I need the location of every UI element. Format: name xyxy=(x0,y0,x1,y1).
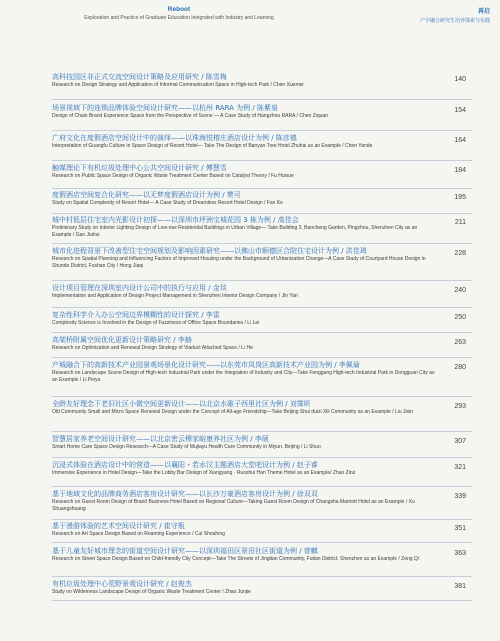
chinese-subtitle: 产学融合研究生培养探索与实践 xyxy=(419,18,490,24)
entry-title-zh: 沉浸式体验在酒店设计中的营造——以襄阳・若水汉主题酒店大堂吧设计为例 / 赵子睿 xyxy=(52,461,318,469)
entry-page-number: 381 xyxy=(454,583,466,590)
toc-entry[interactable] xyxy=(52,247,472,281)
entry-title-zh: 基于地域文化的品牌商务酒店客房设计研究——以长沙万豪酒店客房设计为例 / 徐双双 xyxy=(52,490,318,498)
entry-title-zh: 高架桥附属空间优化更新设计策略研究 / 李赫 xyxy=(52,336,192,344)
entry-title-en: Research on Art Space Design Based on Roaming Experience / Cui Shouhing xyxy=(52,531,225,537)
entry-title-en: Implementation and Application of Design Project Management in Shenzhen Interior Design Company / Jin Yan xyxy=(52,293,298,299)
entry-page-number: 339 xyxy=(454,493,466,500)
entry-page-number: 154 xyxy=(454,107,466,114)
entry-title-en: Immersive Experience in Hotel Design—Take the Lobby Bar Design of Xiangyang · Ruoshui Han Theme Hotel as an Example/ Zhao Zirui xyxy=(52,470,356,476)
book-subtitle: Exploration and Practice of Graduate Education Integrated with Industry and Learning xyxy=(84,15,274,21)
entry-title-zh: 有机垃圾处理中心荒野景观设计研究 / 赵俊杰 xyxy=(52,580,192,588)
entry-page-number: 184 xyxy=(454,167,466,174)
entry-page-number: 351 xyxy=(454,525,466,532)
entry-title-zh: 设计项目管理在深圳室内设计公司中的执行与应用 / 金琰 xyxy=(52,284,227,292)
entry-page-number: 164 xyxy=(454,137,466,144)
entry-title-en: Research on Landscape Scene Design of High-tech Industrial Park under the Integration of Industry and City—Take Fenggang High-tech Industrial Park in Dongguan City as an Example / Li Peiyu xyxy=(52,370,435,383)
toc-entry[interactable] xyxy=(52,216,472,244)
entry-title-zh: 产城融合下的高新技术产业园景观场景化设计研究——以东莞市凤岗区高新技术产业园为例 / 李佩瑜 xyxy=(52,361,360,369)
toc-entry[interactable] xyxy=(52,134,472,161)
toc-entry[interactable] xyxy=(52,580,472,601)
entry-page-number: 280 xyxy=(454,364,466,371)
toc-entry[interactable] xyxy=(52,284,472,308)
toc-entry[interactable] xyxy=(52,361,472,397)
toc-entry[interactable] xyxy=(52,400,472,432)
toc-entry[interactable] xyxy=(52,461,472,487)
toc-entry[interactable] xyxy=(52,73,472,100)
entry-title-zh: 城中村低层住宅室内光影设计初探——以深圳市坪洲宝城花园 3 栋为例 / 高佳会 xyxy=(52,216,299,224)
entry-title-en: Research on Guest Room Design of Brand Business Hotel Based on Regional Culture—Taking Guest Room Design of Changsha Marriott Hotel as an Example / Xu Shuangshuang xyxy=(52,499,415,512)
entry-page-number: 263 xyxy=(454,339,466,346)
entry-title-en: Preliminary Study on Interior Lighting Design of Low-rise Residential Buildings in Urban Village— Take Building 3, Baocheng Garden, Pingzhou, Shenzhen City as an Example / Gao Jiahui xyxy=(52,225,418,238)
toc-entry[interactable] xyxy=(52,164,472,189)
toc-entry[interactable] xyxy=(52,435,472,458)
entry-title-zh: 基于漫游体验的艺术空间设计研究 / 崔守瓶 xyxy=(52,522,185,530)
entry-page-number: 321 xyxy=(454,464,466,471)
entry-page-number: 293 xyxy=(454,403,466,410)
entry-page-number: 363 xyxy=(454,550,466,557)
entry-title-zh: 智慧居家养老空间设计研究——以北京密云穆家峪康养社区为例 / 李硕 xyxy=(52,435,269,443)
entry-page-number: 240 xyxy=(454,287,466,294)
entry-page-number: 250 xyxy=(454,314,466,321)
entry-title-en: Research on Public Space Design of Organic Waste Treatment Center Based on Catalyst Theory / Fu Huixue xyxy=(52,173,294,179)
entry-title-zh: 复杂性科学介入办公空间边界模糊性的设计探究 / 李雷 xyxy=(52,311,220,319)
entry-title-en: Research on Optimization and Renewal Design Strategy of Viaduct Attached Space / Li He xyxy=(52,345,253,351)
entry-title-zh: 场景视域下的连锁品牌体验空间设计研究——以杭州 RARA 为例 / 陈紫泉 xyxy=(52,104,278,112)
entry-page-number: 140 xyxy=(454,76,466,83)
entry-title-zh: 全龄友好理念下老旧社区小微空间更新设计——以北京水碓子西里社区为例 / 刘霁昕 xyxy=(52,400,311,408)
entry-title-en: Complexity Science is Involved in the Design of Fuzziness of Office Space Boundaries / Li Lei xyxy=(52,320,260,326)
entry-title-zh: 广府文化在度假酒店空间设计中的演绎——以珠海悦榕庄酒店设计为例 / 陈彦德 xyxy=(52,134,297,142)
entry-title-en: Interpretation of Guangfu Culture in Space Design of Resort Hotel— Take The Design of Banyan Tree Hotel Zhuhai as an Example / Chen Yande xyxy=(52,143,373,149)
toc-entry[interactable] xyxy=(52,336,472,358)
toc-entry[interactable] xyxy=(52,104,472,131)
page-header-right xyxy=(420,6,490,24)
chinese-title: 再启 xyxy=(477,8,490,15)
entry-page-number: 228 xyxy=(454,250,466,257)
entry-title-zh: 触媒理论下有机垃圾处理中心公共空间设计研究 / 傅慧雪 xyxy=(52,164,227,172)
entry-title-en: Study on Wilderness Landscape Design of Organic Waste Treatment Center / Zhao Junjie xyxy=(52,589,251,595)
entry-title-en: Research on Design Strategy and Application of Informal Communication Space in High-tech Park / Chen Xuemei xyxy=(52,82,304,88)
book-title: Reboot xyxy=(167,6,191,13)
toc-entry[interactable] xyxy=(52,311,472,333)
entry-page-number: 307 xyxy=(454,438,466,445)
entry-title-zh: 城市化进程背景下改善型住宅空间规划及影响因素研究——以佛山市顺德区合院住宅设计为例 / 洪佳琦 xyxy=(52,247,367,255)
entry-page-number: 195 xyxy=(454,194,466,201)
page-header xyxy=(34,6,324,22)
toc-entry[interactable] xyxy=(52,490,472,520)
toc-entry[interactable] xyxy=(52,547,472,577)
entry-title-en: Study on Spatial Complexity of Resort Hotel— A Case Study of Dreamless Resort Hotel Design / Fan Ke xyxy=(52,200,283,206)
entry-title-zh: 基于儿童友好城市理念的街道空间设计研究——以深圳福田区景田社区街道为例 / 曾麒 xyxy=(52,547,318,555)
entry-title-en: Old Community Small and Micro Space Renewal Design under the Concept of All-age Friendship—Take Beijing Shui duizi Xili Community as an Example / Liu Jixin xyxy=(52,409,414,415)
entry-title-en: Research on Street Space Design Based on Child-friendly City Concept—Take The Streets of Jingtian Community, Futian District, Shenzhen as an Example / Zeng Qi xyxy=(52,556,419,562)
entry-title-en: Research on Spatial Planning and Influencing Factors of Improved Housing under the Background of Urbanization Change—A Case Study of Courtyard House Design in Shunde District, Foshan City / Hong Jiaqi xyxy=(52,256,426,269)
entry-title-zh: 高科技园区非正式交流空间设计策略及应用研究 / 陈雪梅 xyxy=(52,73,227,81)
toc-entry[interactable] xyxy=(52,191,472,214)
entry-title-en: Design of Chain Brand Experience Space from the Perspective of Scene — A Case Study of Hangzhou RARA / Chen Ziquan xyxy=(52,113,328,119)
entry-title-en: Smart Home Care Space Design Research—A Case Study of Mujiayu Health Care Community in Miyun, Beijing / Li Shuo xyxy=(52,444,321,450)
entry-page-number: 211 xyxy=(454,219,466,226)
toc-entry[interactable] xyxy=(52,522,472,543)
entry-title-zh: 度假酒店空间复合化研究——以无梦度假酒店设计为例 / 樊可 xyxy=(52,191,241,199)
